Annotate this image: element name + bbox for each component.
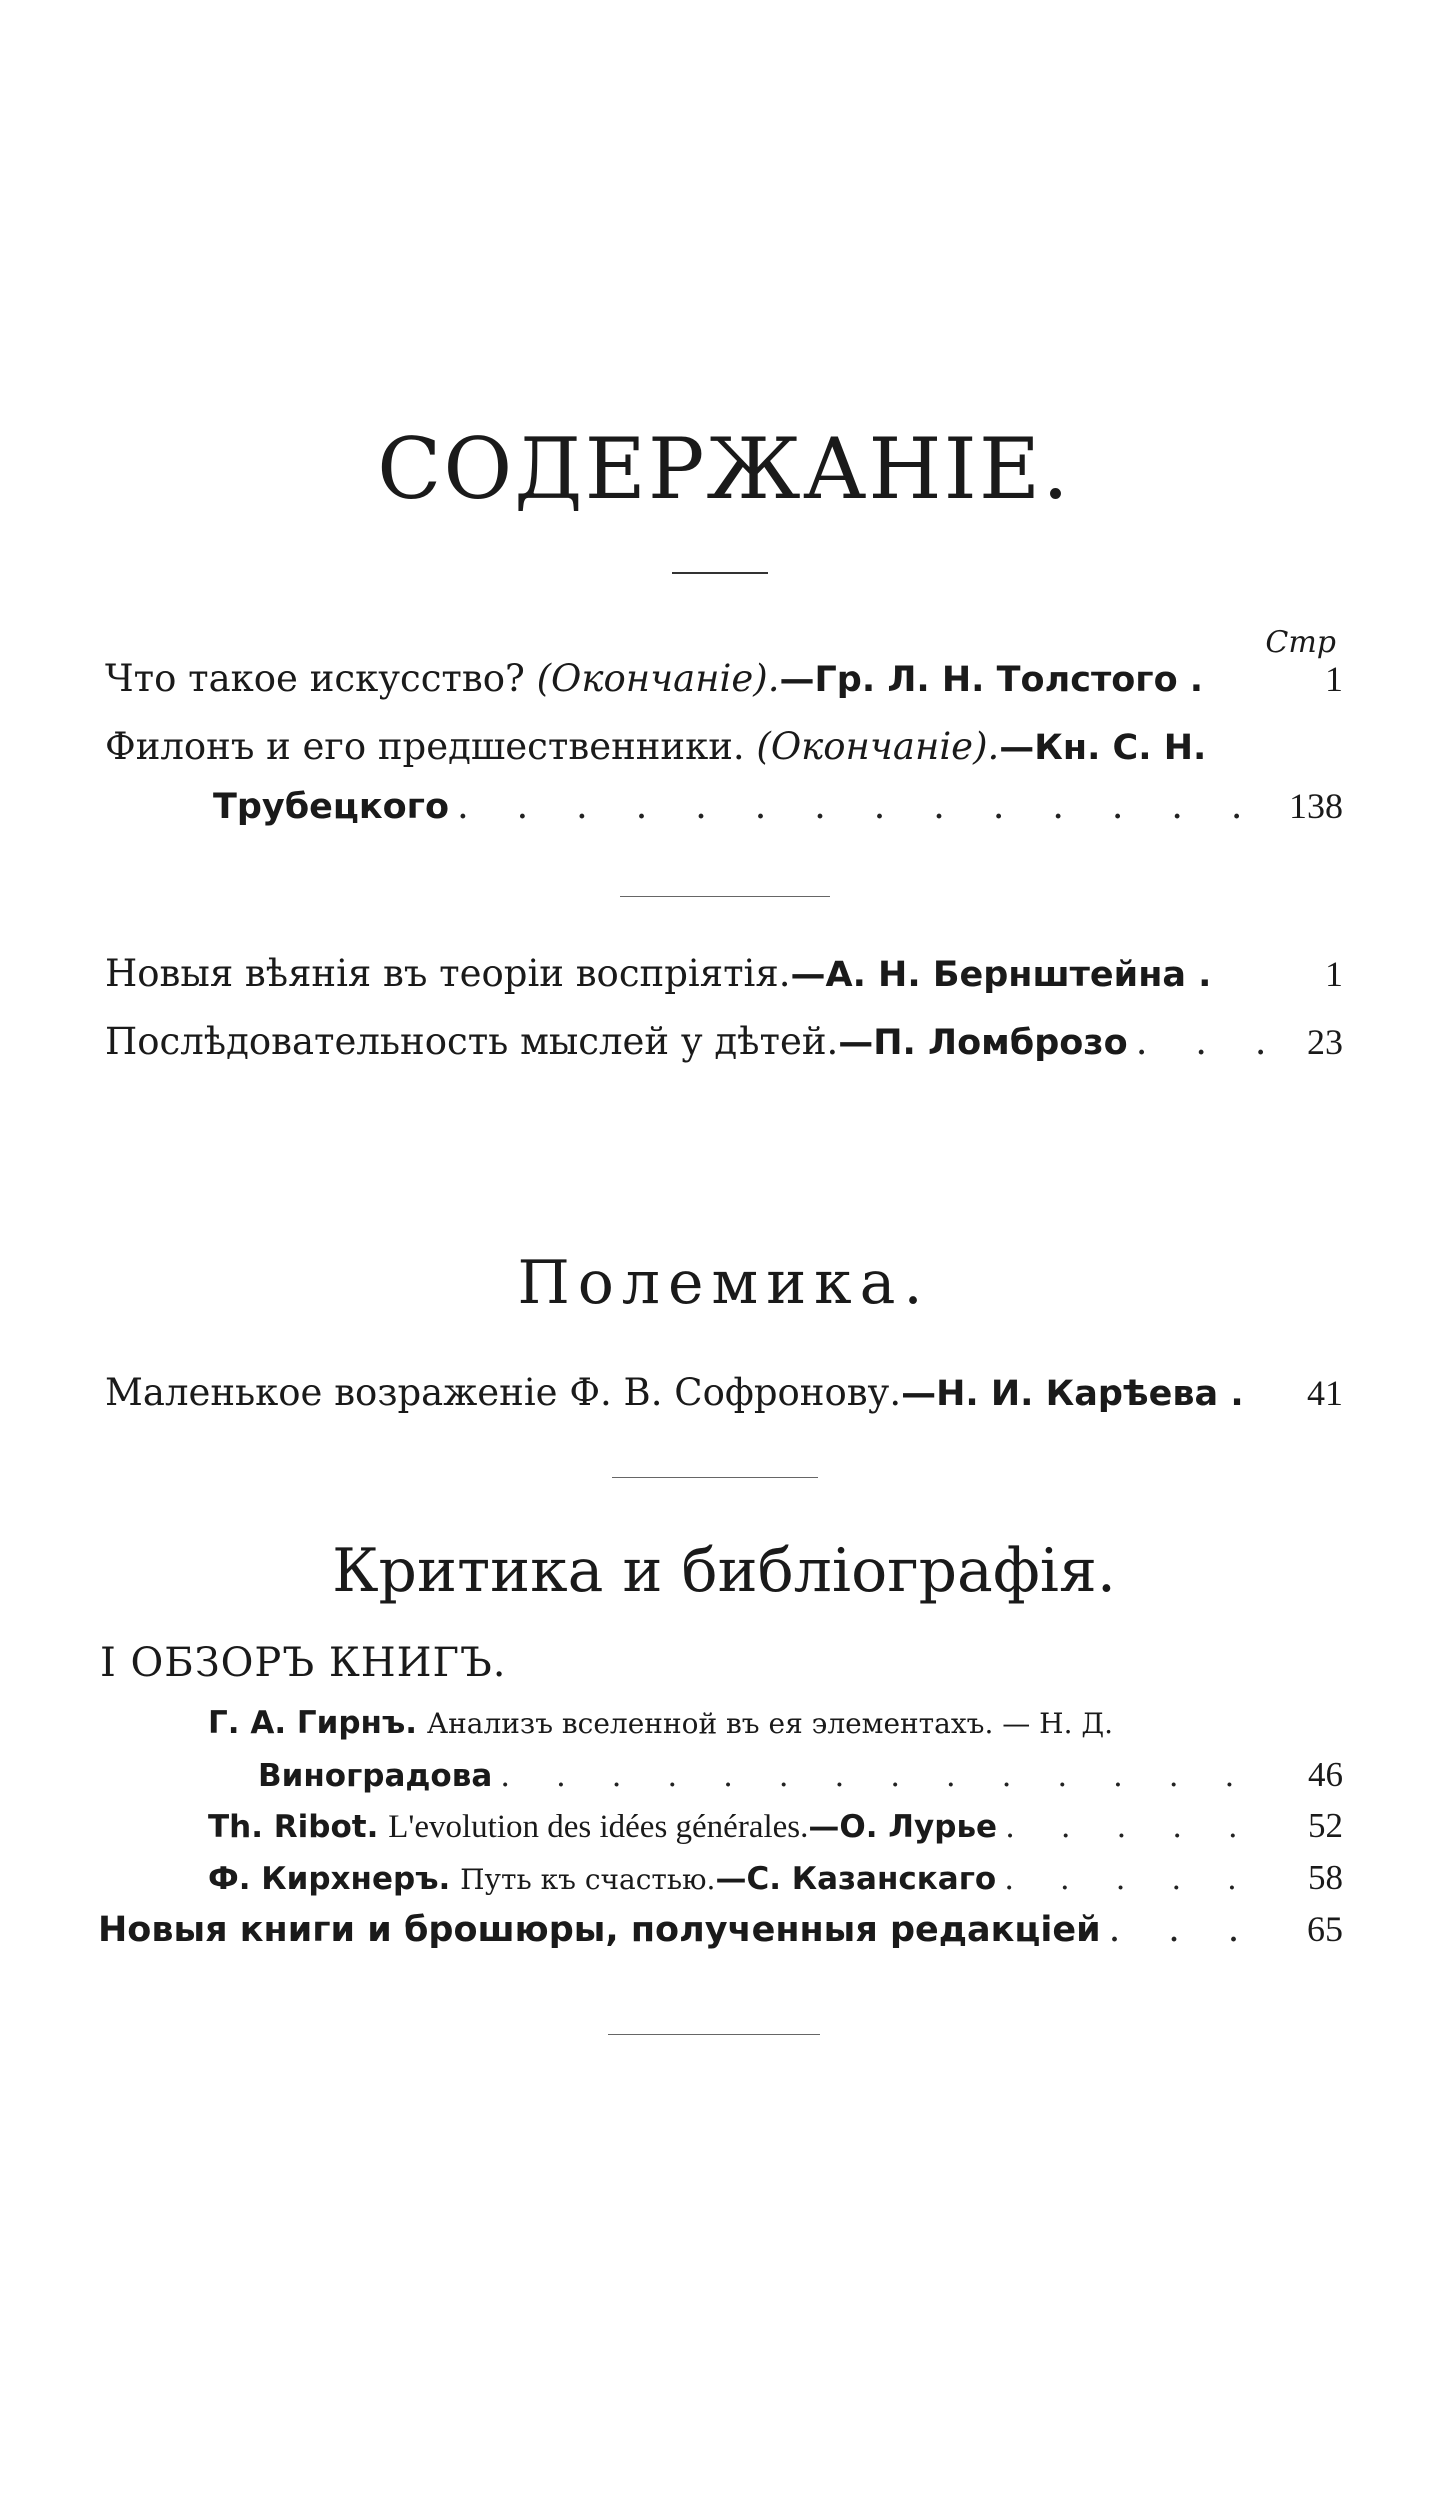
entry-author: —А. Н. Бернштейна .: [790, 955, 1212, 995]
toc-entry-kirchner[interactable]: [208, 1852, 1343, 1905]
entry-title: Новыя вѣянія въ теоріи воспріятія.: [105, 952, 791, 995]
entry-title: Послѣдовательность мыслей у дѣтей.: [105, 1020, 839, 1063]
entry-title: Анализъ вселенной въ ея элементахъ. — Н. Д.: [426, 1707, 1114, 1740]
entry-page: 138: [1289, 786, 1343, 826]
dot-leader: [1109, 1900, 1267, 1958]
toc-entry-tolstoy[interactable]: [105, 650, 1343, 709]
section-title-polemics: Полемика.: [517, 1248, 931, 1318]
entry-author: Ф. Кирхнеръ.: [208, 1861, 451, 1897]
section-divider: [612, 1477, 818, 1478]
entry-author-cont: Трубецкого: [213, 787, 449, 827]
entry-note: (Окончаніе).: [536, 657, 780, 700]
entry-page: 1: [1325, 954, 1343, 994]
page-title: СОДЕРЖАНІЕ.: [377, 420, 1071, 518]
entry-author: —Н. И. Карѣева .: [901, 1374, 1244, 1414]
toc-entry-bernstein[interactable]: [105, 945, 1343, 1004]
entry-reviewer: —С. Казанскаго: [715, 1861, 997, 1897]
entry-title: Филонъ и его предшественники.: [105, 725, 745, 768]
title-divider: [672, 572, 768, 574]
entry-page: 1: [1325, 659, 1343, 699]
entry-title: Новыя книги и брошюры, полученныя редакціей: [98, 1910, 1101, 1950]
entry-author: —П. Ломброзо: [838, 1023, 1128, 1063]
entry-reviewer: —О. Лурье: [808, 1809, 998, 1845]
end-divider: [608, 2034, 820, 2035]
toc-entry-new-books[interactable]: [98, 1900, 1343, 1959]
entry-note: (Окончаніе).: [756, 725, 1000, 768]
dot-leader: [1136, 1013, 1267, 1071]
entry-reviewer: Виноградова: [258, 1758, 493, 1794]
entry-title: L'evolution des idées générales.: [388, 1809, 809, 1845]
entry-page: 46: [1308, 1755, 1343, 1794]
toc-entry-ribot[interactable]: [208, 1800, 1343, 1853]
entry-author: —Кн. С. Н.: [999, 728, 1207, 768]
dot-leader: [500, 1751, 1267, 1802]
section-title-criticism: Критика и библіографія.: [332, 1536, 1116, 1606]
subheading-book-review: I ОБЗОРЪ КНИГЪ.: [100, 1640, 507, 1686]
page-column-label: Стр: [1265, 625, 1336, 660]
section-divider: [620, 896, 830, 897]
entry-page: 41: [1307, 1373, 1343, 1413]
entry-page: 52: [1308, 1806, 1343, 1845]
entry-title: Путь къ счастью.: [460, 1863, 716, 1896]
dot-leader: [1004, 1854, 1267, 1905]
entry-title: Что такое искусство?: [105, 657, 525, 700]
toc-entry-girn[interactable]: [208, 1698, 1343, 1802]
dot-leader: [1005, 1802, 1267, 1853]
entry-author: Г. А. Гирнъ.: [208, 1705, 418, 1741]
entry-title: Маленькое возраженіе Ф. В. Софронову.: [105, 1371, 902, 1414]
toc-entry-trubetskoy[interactable]: [105, 718, 1343, 836]
dot-leader: [457, 777, 1267, 835]
entry-page: 23: [1307, 1022, 1343, 1062]
entry-author: —Гр. Л. Н. Толстого .: [779, 660, 1204, 700]
toc-entry-lombroso[interactable]: [105, 1013, 1343, 1072]
entry-page: 58: [1308, 1858, 1343, 1897]
toc-entry-kareev[interactable]: [105, 1364, 1343, 1423]
entry-page: 65: [1307, 1909, 1343, 1949]
entry-author: Th. Ribot.: [208, 1809, 379, 1845]
